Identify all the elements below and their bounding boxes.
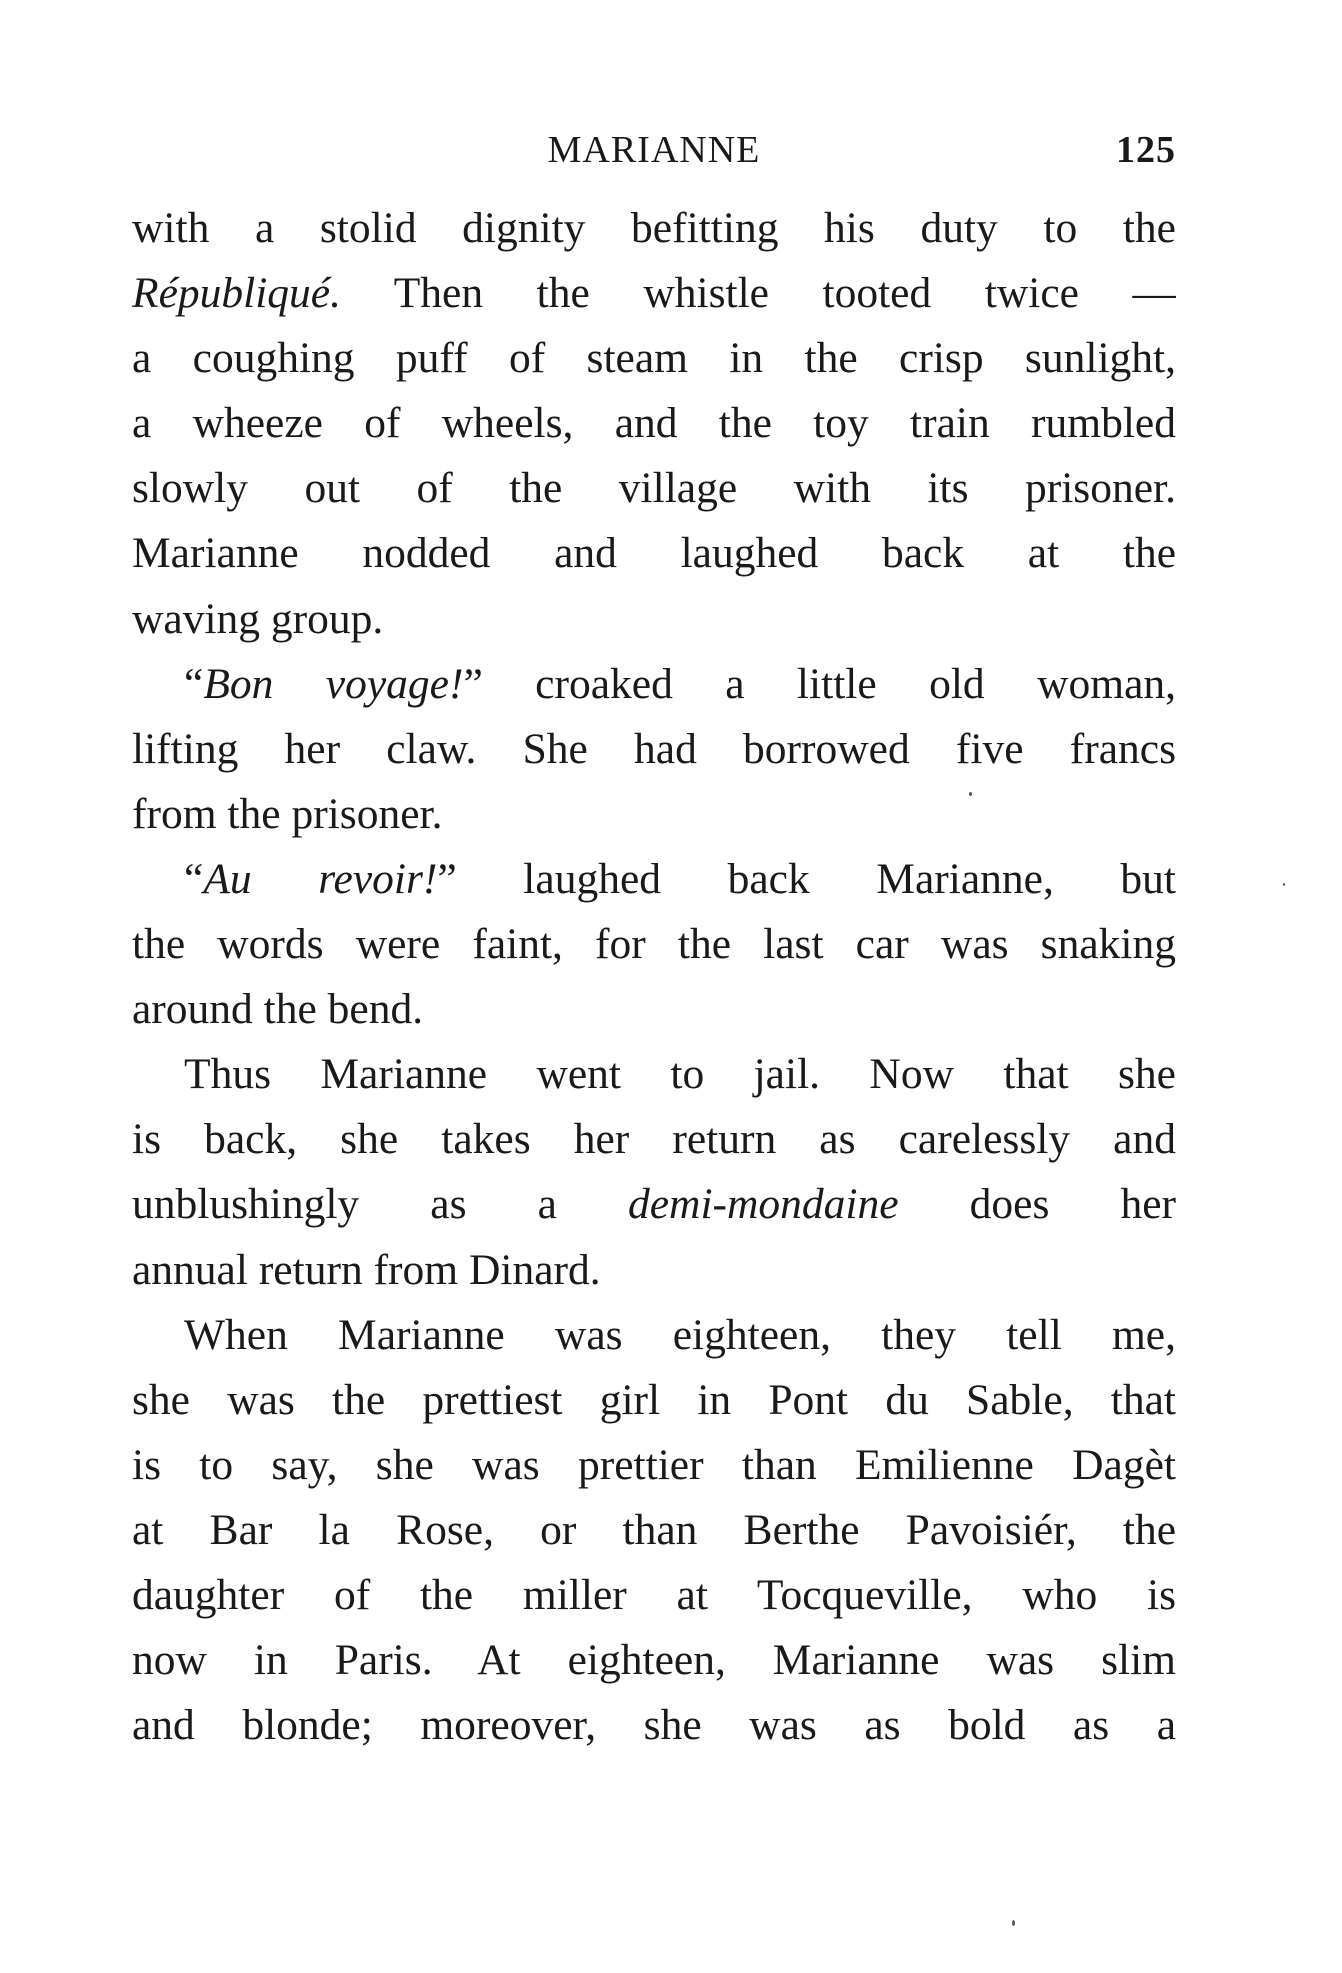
text-segment: unblushingly as a (132, 1180, 628, 1229)
body-text (132, 196, 1176, 1758)
text-segment: from the prisoner. (132, 789, 443, 838)
text-segment: Then the whistle tooted twice — (340, 269, 1176, 318)
text-segment: Marianne nodded and laughed back at the (132, 529, 1176, 578)
italic-text: Au revoir! (203, 854, 438, 903)
text-line (132, 391, 1176, 456)
running-title: MARIANNE (547, 129, 761, 171)
text-segment: does her (898, 1180, 1176, 1229)
text-segment: When Marianne was eighteen, they tell me, (184, 1310, 1176, 1359)
text-line (132, 1368, 1176, 1433)
text-line (132, 1433, 1176, 1498)
running-head (132, 128, 1176, 178)
text-line (132, 782, 1176, 847)
text-segment: the words were faint, for the last car was snaking (132, 920, 1176, 969)
text-segment: waving group. (132, 594, 384, 643)
text-segment: a wheeze of wheels, and the toy train rumbled (132, 399, 1176, 448)
text-line (132, 456, 1176, 521)
text-segment: “ (184, 854, 204, 903)
text-line (132, 196, 1176, 261)
text-line (132, 261, 1176, 326)
text-line (132, 717, 1176, 782)
text-line (132, 1042, 1176, 1107)
text-line (132, 977, 1176, 1042)
text-segment: around the bend. (132, 985, 424, 1034)
text-line (132, 1628, 1176, 1693)
text-segment: Thus Marianne went to jail. Now that she (184, 1050, 1176, 1099)
text-line (132, 1563, 1176, 1628)
paper-speck (1012, 1920, 1015, 1926)
text-segment: with a stolid dignity befitting his duty to the (132, 204, 1176, 252)
text-segment: she was the prettiest girl in Pont du Sable, that (132, 1375, 1176, 1424)
text-segment: now in Paris. At eighteen, Marianne was slim (132, 1636, 1176, 1685)
text-segment: at Bar la Rose, or than Berthe Pavoisiér, the (132, 1505, 1176, 1554)
text-line (132, 1693, 1176, 1758)
text-segment: ” croaked a little old woman, (463, 659, 1176, 708)
text-line (132, 1107, 1176, 1172)
page-number: 125 (1116, 129, 1176, 171)
text-line (132, 1172, 1176, 1237)
paper-speck (1283, 883, 1285, 886)
text-segment: ” laughed back Marianne, but (437, 854, 1176, 903)
text-line (132, 1303, 1176, 1368)
text-segment: a coughing puff of steam in the crisp sunlight, (132, 334, 1176, 383)
text-segment: “ (184, 659, 204, 708)
text-segment: is to say, she was prettier than Emilienne Dagèt (132, 1440, 1176, 1489)
italic-text: Bon voyage! (203, 659, 464, 708)
text-line (132, 587, 1176, 652)
text-segment: daughter of the miller at Tocqueville, who is (132, 1570, 1176, 1619)
text-line (132, 1238, 1176, 1303)
italic-text: demi-mondaine (627, 1180, 899, 1229)
text-segment: annual return from Dinard. (132, 1245, 601, 1294)
text-line (132, 326, 1176, 391)
paper-speck (969, 792, 972, 796)
italic-text: Républiqué. (132, 269, 341, 318)
text-segment: and blonde; moreover, she was as bold as a (132, 1701, 1176, 1750)
text-line (132, 652, 1176, 717)
text-segment: slowly out of the village with its prisoner. (132, 464, 1176, 513)
text-segment: lifting her claw. She had borrowed five francs (132, 724, 1176, 773)
text-segment: is back, she takes her return as carelessly and (132, 1115, 1176, 1164)
text-line (132, 521, 1176, 586)
text-line (132, 1498, 1176, 1563)
text-line (132, 912, 1176, 977)
text-line (132, 847, 1176, 912)
